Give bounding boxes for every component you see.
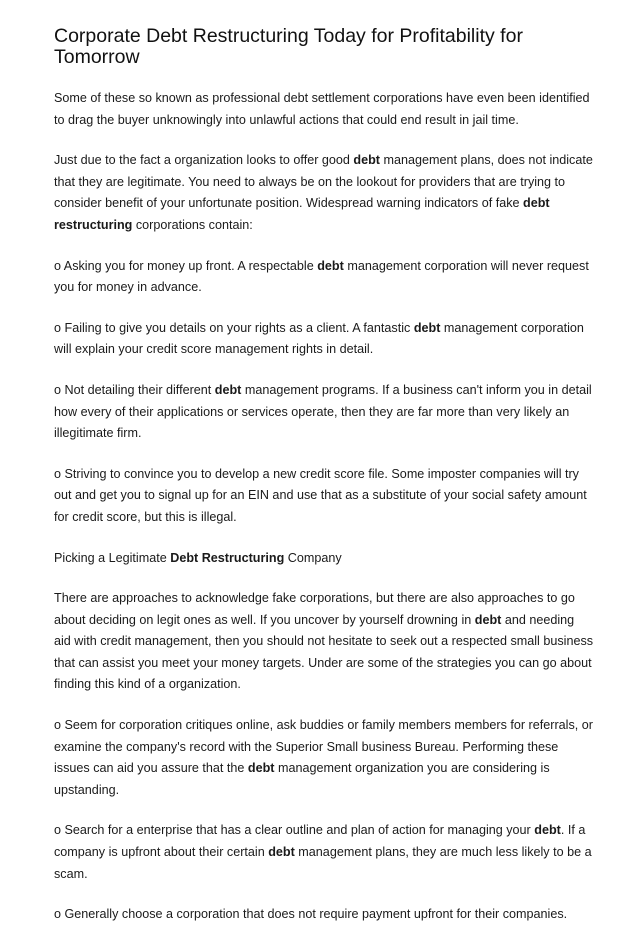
text-run: management corporation will never request you for money in advance. bbox=[54, 258, 589, 295]
bold-keyword: debt bbox=[317, 258, 344, 273]
text-run: o Asking you for money up front. A respectable bbox=[54, 258, 318, 273]
paragraph bbox=[54, 904, 594, 926]
text-run: management programs. If a business can't inform you in detail how every of their applications or services operate, then they are far more than very likely an illegitimate firm. bbox=[54, 382, 592, 441]
paragraph bbox=[54, 588, 594, 696]
bold-keyword: debt bbox=[268, 845, 295, 860]
text-run: Just due to the fact a organization looks to offer good bbox=[54, 153, 354, 168]
text-run: management plans, they are much less likely to be a scam. bbox=[54, 845, 592, 881]
paragraph bbox=[54, 380, 594, 445]
text-run: There are approaches to acknowledge fake corporations, but there are also approaches to go about deciding on legit ones as well. If you uncover by yourself drowning in bbox=[54, 591, 575, 627]
text-run: management corporation will explain your credit score management rights in detail. bbox=[54, 320, 584, 357]
text-run: . If a company is upfront about their certain bbox=[54, 823, 586, 860]
document-title: Corporate Debt Restructuring Today for Profitability for Tomorrow bbox=[54, 25, 523, 68]
paragraph bbox=[54, 88, 594, 131]
text-run: o Failing to give you details on your rights as a client. A fantastic bbox=[54, 320, 414, 335]
text-run: o Seem for corporation critiques online, ask buddies or family members members for referrals, or examine the company's record with the Superior Small business Bureau. Performing these issues can aid you assure that the bbox=[54, 718, 593, 776]
bold-keyword: debt restructuring bbox=[54, 196, 550, 232]
paragraph bbox=[54, 715, 594, 801]
paragraph bbox=[54, 318, 594, 361]
text-run: Some of these so known as professional debt settlement corporations have even been identified to drag the buyer unknowingly into unlawful actions that could end result in jail time. bbox=[54, 91, 590, 127]
bold-keyword: debt bbox=[353, 153, 381, 168]
text-run: corporations contain: bbox=[132, 217, 253, 232]
text-run: o Search for a enterprise that has a clear outline and plan of action for managing your bbox=[54, 823, 535, 838]
text-run: Company bbox=[284, 550, 342, 565]
paragraph bbox=[54, 256, 594, 299]
bold-keyword: debt bbox=[214, 382, 242, 397]
text-run: management organization you are considering is upstanding. bbox=[54, 761, 550, 797]
paragraph bbox=[54, 150, 594, 236]
bold-keyword: debt bbox=[413, 320, 441, 335]
text-run: o Not detailing their different bbox=[54, 382, 215, 397]
text-run: Picking a Legitimate bbox=[54, 550, 171, 565]
document-page bbox=[54, 26, 594, 945]
bold-keyword: debt bbox=[474, 612, 502, 627]
text-run: and needing aid with credit management, then you should not hesitate to seek out a respected small business that can assist you meet your money targets. Under are some of the strategies you can go about finding this kind of a organization. bbox=[54, 612, 594, 692]
text-run: management plans, does not indicate that they are legitimate. You need to always be on the lookout for providers that are trying to consider benefit of your unfortunate position. Widespread warning indicators of fake bbox=[54, 153, 593, 211]
document-body bbox=[54, 88, 594, 926]
bold-keyword: debt bbox=[534, 823, 561, 838]
paragraph bbox=[54, 820, 594, 885]
text-run: o Striving to convince you to develop a new credit score file. Some imposter companies will try out and get you to signal up for an EIN and use that as a substitute of your social safety amount for credit score, but this is illegal. bbox=[54, 466, 587, 524]
text-run: o Generally choose a corporation that does not require payment upfront for their companies. bbox=[54, 907, 568, 922]
bold-keyword: Debt Restructuring bbox=[170, 550, 285, 565]
bold-keyword: debt bbox=[247, 761, 275, 776]
paragraph bbox=[54, 548, 594, 570]
paragraph bbox=[54, 464, 594, 529]
